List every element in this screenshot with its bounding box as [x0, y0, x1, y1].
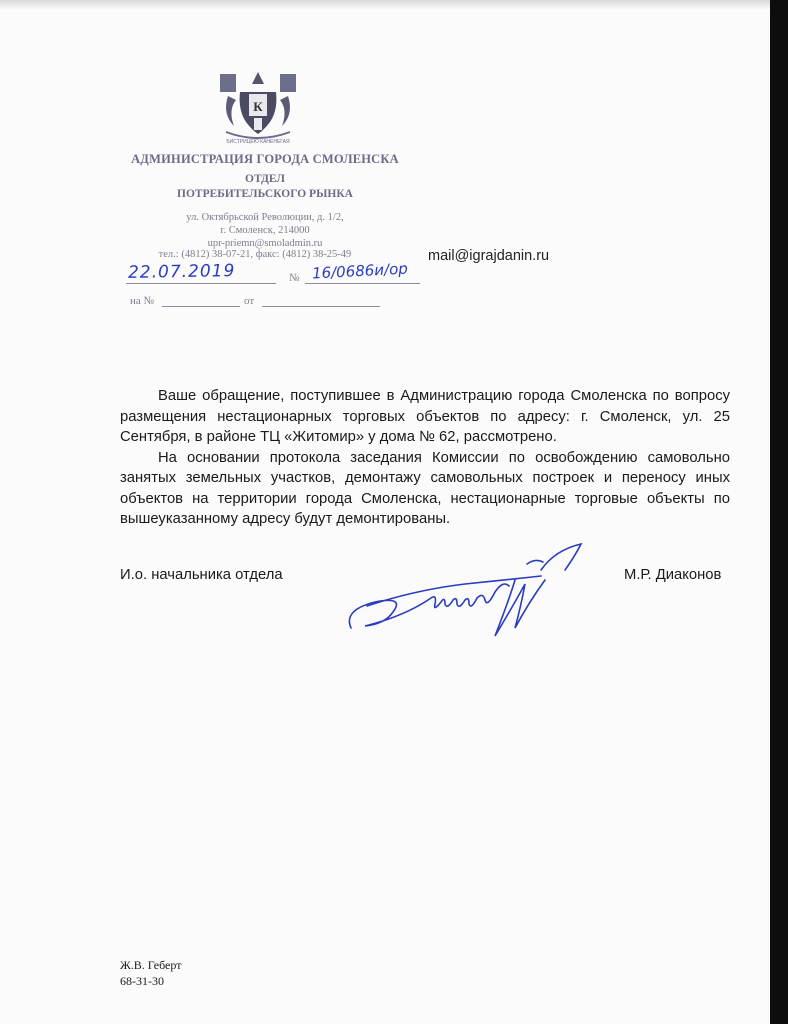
letter-body [120, 386, 730, 530]
reference-number-line [162, 306, 240, 307]
department-line-2: ПОТРЕБИТЕЛЬСКОГО РЫНКА [177, 188, 353, 200]
scanner-edge [770, 0, 788, 1024]
body-paragraph-1: Ваше обращение, поступившее в Администрацию города Смоленска по вопросу размещения нестационарных торговых объектов по адресу: г. Смоленск, ул. 25 Сентября, в районе ТЦ «Житомир» у дома № 62, рассмотрено. [120, 388, 730, 445]
signer-role: И.о. начальника отдела [120, 567, 283, 583]
date-underline [126, 283, 276, 284]
recipient-email: mail@igrajdanin.ru [428, 248, 550, 264]
reference-number-label: на № [130, 295, 155, 307]
executor-name: Ж.В. Геберт [120, 958, 182, 972]
address-email: upr-priemn@smoladmin.ru [207, 238, 323, 249]
reference-date-line [262, 306, 380, 307]
phone-fax: тел.: (4812) 38-07-21, факс: (4812) 38-25-49 [158, 249, 352, 260]
organization-name: АДМИНИСТРАЦИЯ ГОРОДА СМОЛЕНСКА [131, 152, 399, 166]
executor-info [120, 957, 181, 989]
department-line-1: ОТДЕЛ [245, 173, 285, 185]
handwritten-signature [345, 540, 595, 645]
number-label: № [289, 272, 300, 284]
address-line-1: ул. Октябрьской Революции, д. 1/2, [186, 212, 344, 223]
signer-name: М.Р. Диаконов [624, 567, 722, 583]
department-address [150, 211, 380, 250]
svg-text:К: К [253, 99, 263, 114]
body-paragraph-2: На основании протокола заседания Комиссии по освобождению самовольно занятых земельных участков, демонтажу самовольных построек и переносу иных объектов на территории города Смоленска, нестационарные торговые объекты по вышеуказанному адресу будут демонтированы. [120, 449, 730, 527]
registration-number: 16/0686и/ор [311, 259, 409, 283]
registration-date: 22.07.2019 [127, 261, 236, 283]
address-line-2: г. Смоленск, 214000 [220, 225, 310, 236]
number-underline [305, 283, 420, 284]
reference-date-label: от [244, 295, 255, 307]
coat-of-arms-icon [218, 70, 298, 146]
department-name [150, 172, 380, 202]
executor-phone: 68-31-30 [120, 974, 164, 988]
scan-shadow [0, 0, 770, 10]
crest-motto: БИСТРИЦЕЮ КАНЕНЕГАЯ [226, 139, 290, 145]
